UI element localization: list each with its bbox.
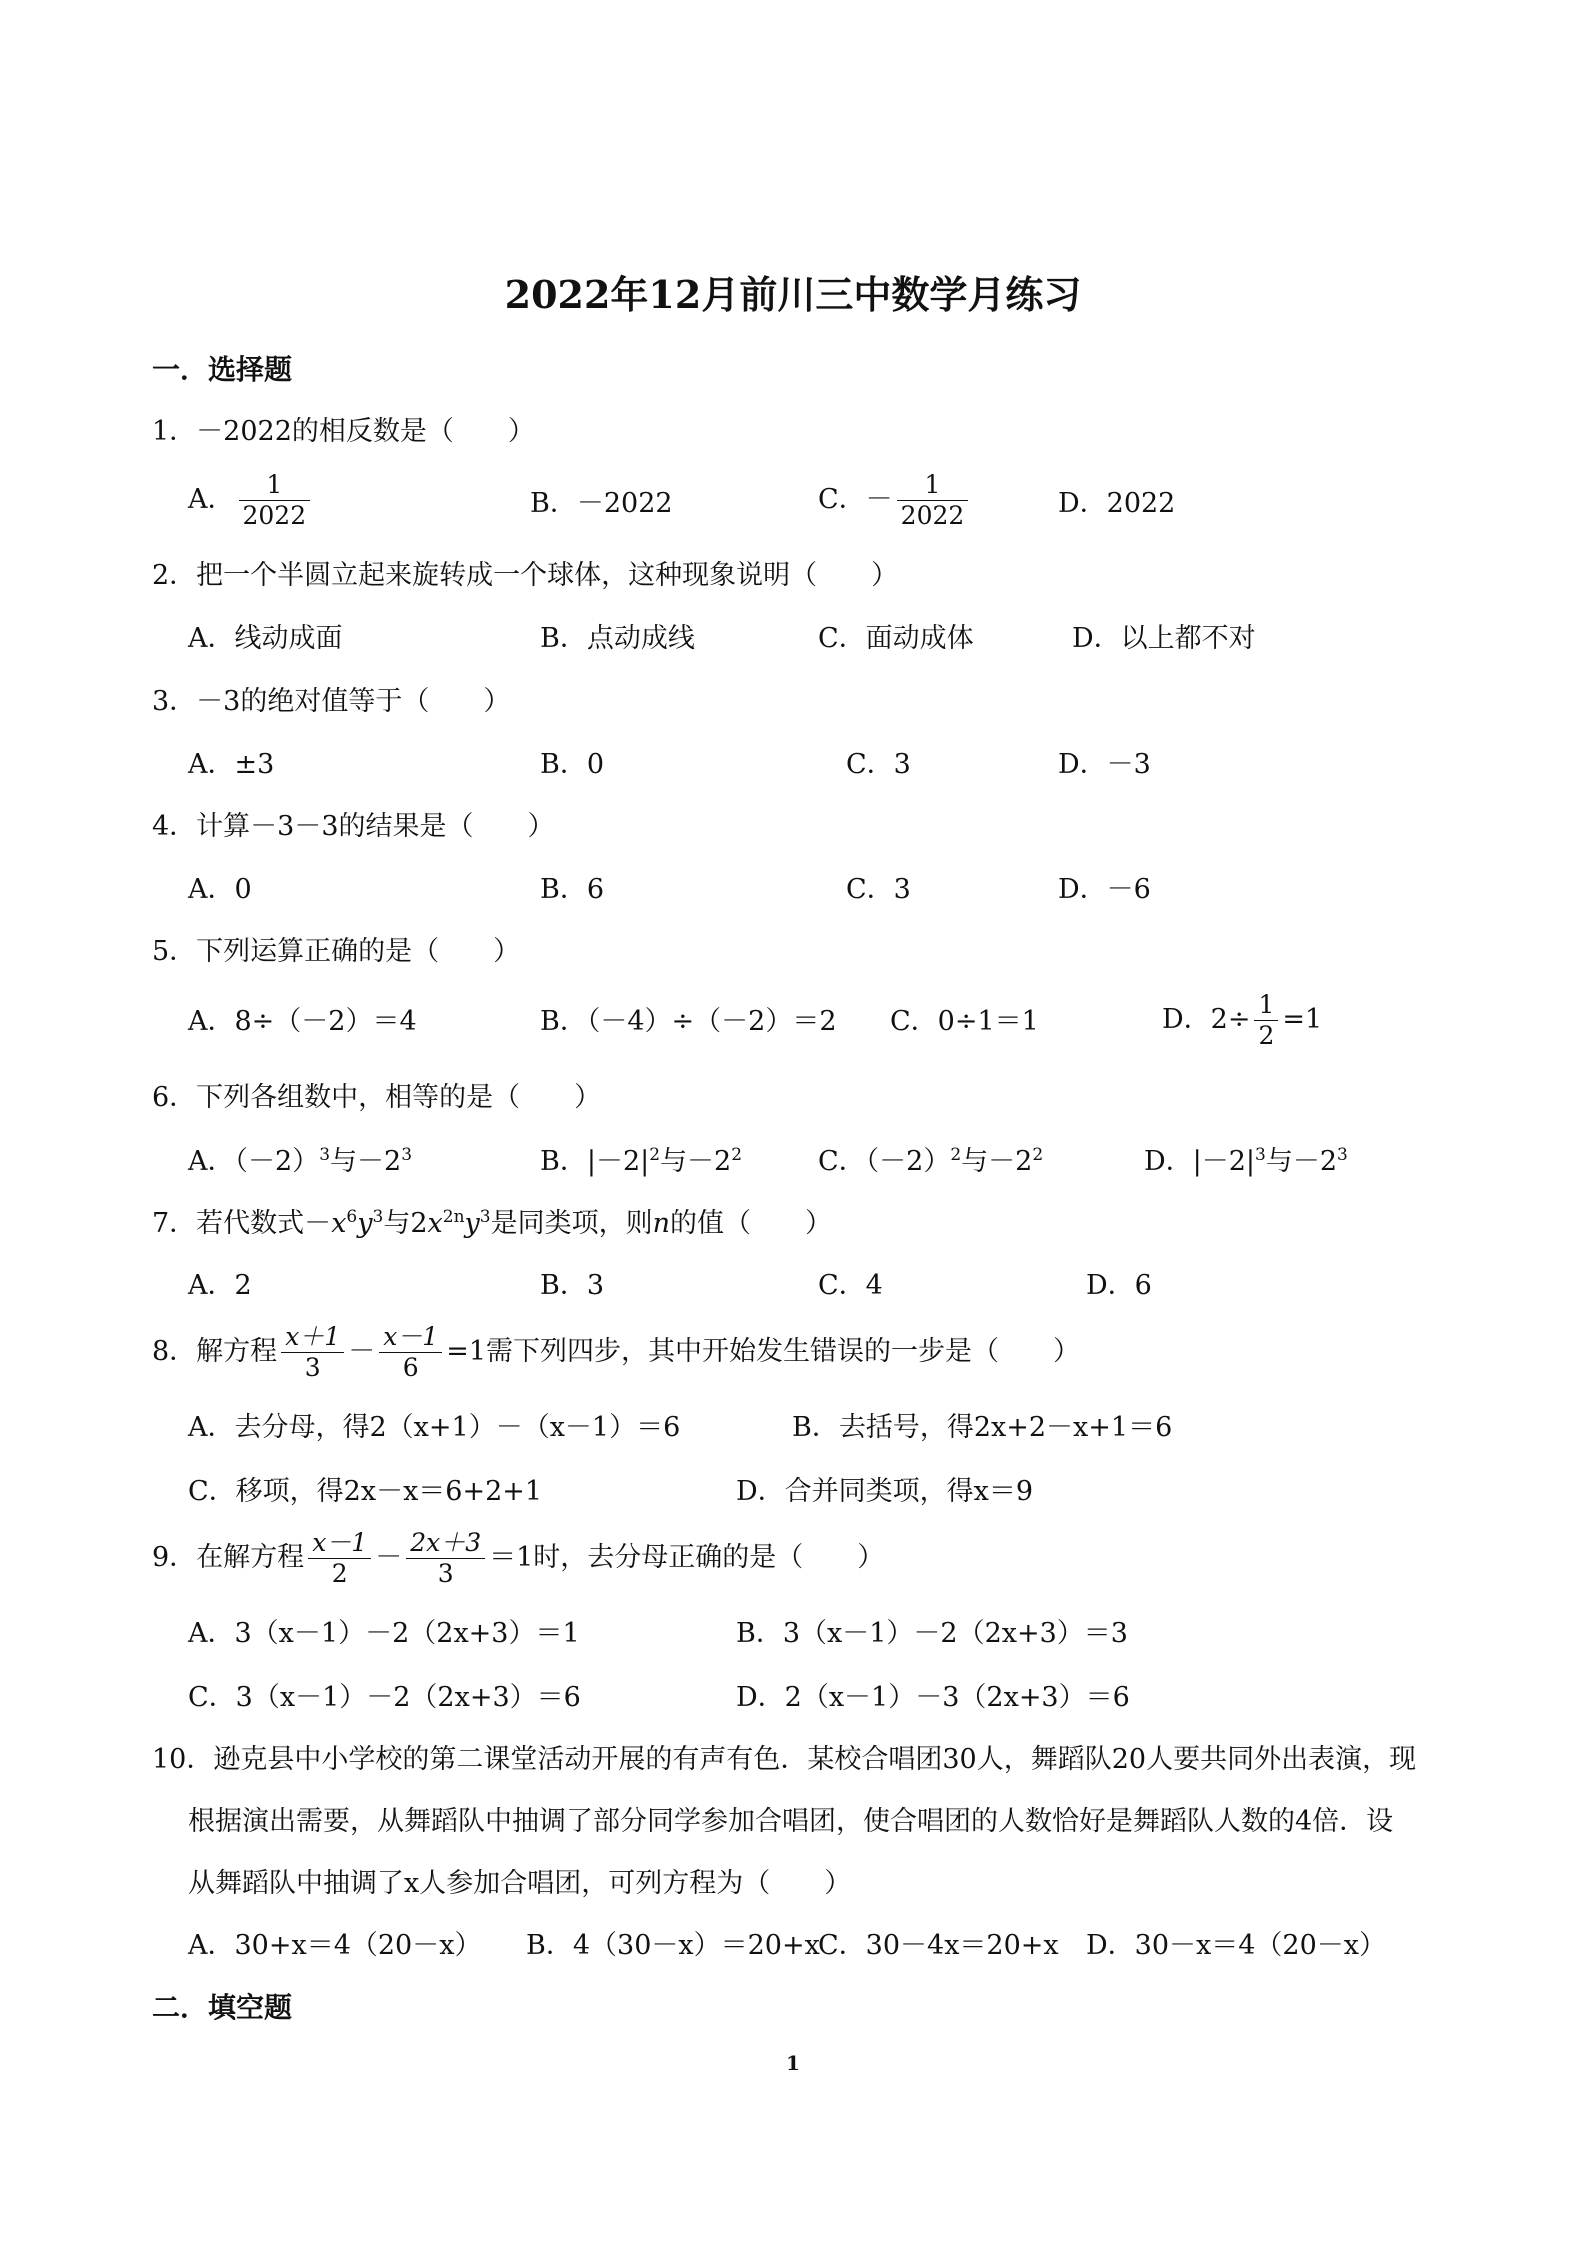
- fraction: $\frac{x+1}{3}$: [281, 1322, 344, 1383]
- question-9-option-d: D．2（x－1）－3（2x+3）＝6: [736, 1682, 1130, 1713]
- question-10-line-3: 从舞蹈队中抽调了x人参加合唱团，可列方程为（ ）: [188, 1868, 852, 1899]
- question-7-stem: 7．若代数式$-x^6y^3$与$2x^{2n}y^3$是同类项，则n的值（ ）: [152, 1207, 833, 1239]
- fraction: $\frac{1}{2}$: [1254, 990, 1278, 1051]
- question-6-stem: 6．下列各组数中，相等的是（ ）: [152, 1082, 602, 1113]
- fraction: $\frac{x-1}{6}$: [379, 1322, 442, 1383]
- question-3-stem: 3．－3的绝对值等于（ ）: [152, 686, 511, 717]
- question-3-option-d: D．－3: [1058, 749, 1151, 780]
- question-8-stem: 8．解方程 $\frac{x+1}{3}$ － $\frac{x-1}{6}$ =1需下列四步，其中开始发生错误的一步是（ ）: [152, 1322, 1081, 1382]
- question-10-line-1: 10．逊克县中小学校的第二课堂活动开展的有声有色．某校合唱团30人，舞蹈队20人要共同外出表演，现: [152, 1744, 1417, 1775]
- question-2-stem: 2．把一个半圆立起来旋转成一个球体，这种现象说明（ ）: [152, 560, 899, 591]
- question-9-option-a: A．3（x－1）－2（2x+3）＝1: [188, 1618, 580, 1649]
- question-4-option-c: C．3: [846, 874, 911, 905]
- question-8-option-d: D．合并同类项，得x＝9: [736, 1476, 1034, 1507]
- question-2-option-a: A．线动成面: [188, 623, 343, 654]
- question-5-option-b: B．（－4）÷（－2）＝2: [540, 1006, 837, 1037]
- question-1-option-d: D．2022: [1058, 488, 1176, 519]
- question-7-option-b: B．3: [540, 1270, 605, 1301]
- question-2-option-d: D．以上都不对: [1072, 623, 1256, 654]
- page-number: 1: [786, 2051, 800, 2075]
- question-8-option-c: C．移项，得2x－x＝6+2+1: [188, 1476, 543, 1507]
- question-4-option-d: D．－6: [1058, 874, 1151, 905]
- question-1-option-b: B．－2022: [530, 488, 673, 519]
- question-6-option-a: A．$(-2)^3$与$-2^3$: [188, 1145, 413, 1177]
- section-heading-fill-in: 二．填空题: [152, 1991, 293, 2024]
- question-5-option-c: C．0÷1＝1: [890, 1006, 1039, 1037]
- fraction: $\frac{x-1}{2}$: [308, 1528, 371, 1589]
- question-10-option-b: B．4（30－x）＝20+x: [526, 1930, 820, 1961]
- question-9-option-b: B．3（x－1）－2（2x+3）＝3: [736, 1618, 1128, 1649]
- question-8-option-b: B．去括号，得2x+2－x+1＝6: [792, 1412, 1173, 1443]
- question-1-option-a: A． $\frac{1}{2022}$: [188, 470, 314, 531]
- question-4-stem: 4．计算－3－3的结果是（ ）: [152, 811, 555, 842]
- question-4-option-a: A．0: [188, 874, 252, 905]
- question-3-option-b: B．0: [540, 749, 605, 780]
- question-1-option-c: C．－ $\frac{1}{2022}$: [818, 470, 972, 531]
- question-7-option-c: C．4: [818, 1270, 883, 1301]
- question-6-option-b: B．$|-2|^2$与$-2^2$: [540, 1145, 743, 1177]
- question-5-option-d: D．2÷ $\frac{1}{2}$ =1: [1162, 990, 1323, 1050]
- fraction: $\frac{1}{2022}$: [239, 470, 311, 531]
- question-1-stem: 1．－2022的相反数是（ ）: [152, 416, 535, 447]
- section-heading-choice: 一．选择题: [152, 353, 293, 386]
- question-5-stem: 5．下列运算正确的是（ ）: [152, 936, 521, 967]
- question-3-option-c: C．3: [846, 749, 911, 780]
- question-9-option-c: C．3（x－1）－2（2x+3）＝6: [188, 1682, 581, 1713]
- question-5-option-a: A．8÷（－2）＝4: [188, 1006, 417, 1037]
- fraction: $\frac{2x+3}{3}$: [406, 1528, 485, 1589]
- question-3-option-a: A．±3: [188, 749, 275, 780]
- question-6-option-d: D．$|-2|^3$与$-2^3$: [1144, 1145, 1348, 1177]
- question-2-option-b: B．点动成线: [540, 623, 695, 654]
- question-9-stem: 9．在解方程 $\frac{x-1}{2}$ － $\frac{2x+3}{3}$ ＝1时，去分母正确的是（ ）: [152, 1528, 885, 1588]
- question-7-option-a: A．2: [188, 1270, 252, 1301]
- question-2-option-c: C．面动成体: [818, 623, 974, 654]
- fraction: $\frac{1}{2022}$: [897, 470, 969, 531]
- question-10-option-c: C．30－4x＝20+x: [818, 1930, 1059, 1961]
- question-8-option-a: A．去分母，得2（x+1）－（x－1）＝6: [188, 1412, 681, 1443]
- question-10-option-a: A．30+x＝4（20－x）: [188, 1930, 482, 1961]
- question-7-option-d: D．6: [1086, 1270, 1152, 1301]
- question-10-line-2: 根据演出需要，从舞蹈队中抽调了部分同学参加合唱团，使合唱团的人数恰好是舞蹈队人数的4倍．设: [188, 1806, 1394, 1837]
- question-10-option-d: D．30－x＝4（20－x）: [1086, 1930, 1386, 1961]
- question-4-option-b: B．6: [540, 874, 605, 905]
- question-6-option-c: C．$(-2)^2$与$-2^2$: [818, 1145, 1044, 1177]
- page-title: 2022年12月前川三中数学月练习: [504, 272, 1082, 317]
